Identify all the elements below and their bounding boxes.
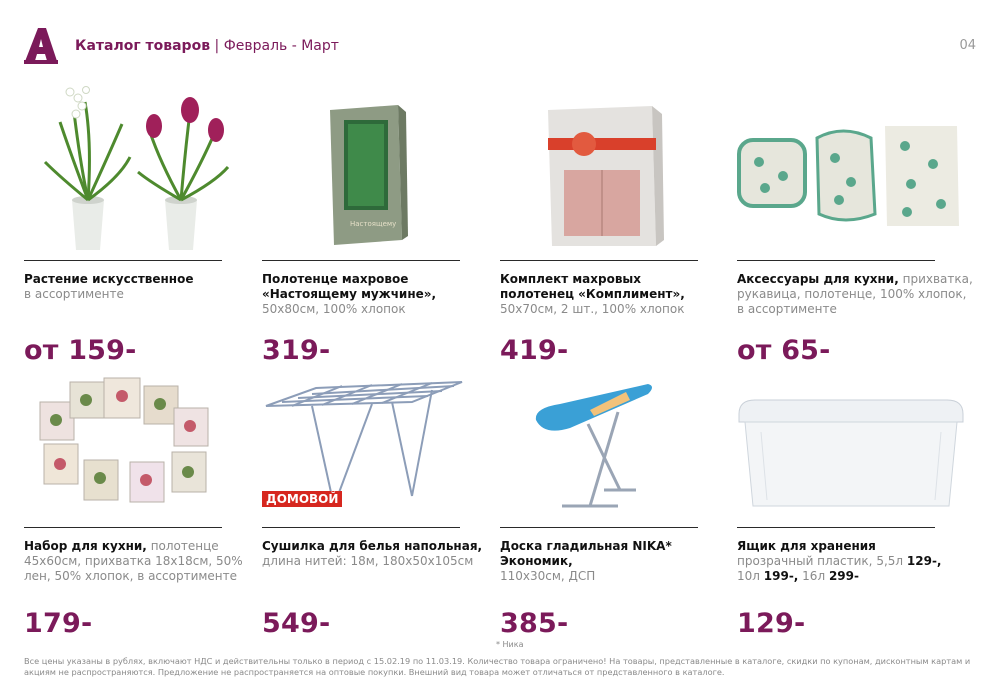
catalog-title: Каталог товаров [75,38,211,54]
divider [737,260,935,261]
product-description [500,539,730,584]
legal-disclaimer: Все цены указаны в рублях, включают НДС и действительны только в период с 15.02.19 по 11.03.19. Количество товара ограничено! На товары, представленные в каталоге, скидки по купонам, дисконтным картам и акциям не распространяются. Предложение не распространяется на оптовые покупки. Внешний вид товара может отличаться от представленного в каталоге. [24,656,971,677]
product-description [737,539,977,584]
product-name: Ящик для хранения [737,539,876,553]
product-name: Полотенце махровое «Настоящему мужчине», [262,272,437,301]
product-description [500,272,710,317]
product-price: 419- [500,335,569,366]
divider [500,527,698,528]
product-name: Набор для кухни, [24,539,147,553]
volume-price: 199-, [763,569,799,583]
divider [262,260,460,261]
product-description [24,539,254,584]
divider [24,260,222,261]
product-price: от 159- [24,335,137,366]
towel-box-image [310,100,420,250]
product-details: прозрачный пластик, 5,5л [737,554,904,568]
storage-box-image [735,392,967,510]
product-price: 385- [500,608,569,639]
product-price: 129- [737,608,806,639]
brand-footnote: * Ника [496,640,524,649]
product-price: от 65- [737,335,831,366]
brand-logo: ДОМОВОЙ [262,491,342,507]
product-details: в ассортименте [24,287,124,301]
product-details: прихватка, рукавица, полотенце, 100% хлопок, в ассортименте [737,272,973,316]
product-name: Аксессуары для кухни, [737,272,899,286]
divider [500,260,698,261]
product-description [262,272,487,317]
store-logo-icon [24,28,58,64]
product-details: 110х30см, ДСП [500,569,596,583]
towel-gift-box-image [540,100,670,250]
product-price: 179- [24,608,93,639]
divider [24,527,222,528]
product-price: 549- [262,608,331,639]
flowers-image [30,82,240,252]
kitchen-set-image [34,374,214,504]
product-description [737,272,977,317]
product-name: Сушилка для белья напольная, [262,539,483,553]
header-separator: | [214,38,220,54]
catalog-period: Февраль - Март [223,38,339,54]
box-label-text: Настоящему [350,220,397,228]
product-description [262,539,492,569]
product-name: Комплект махровых полотенец «Комплимент», [500,272,685,301]
volume-label: 16л [798,569,829,583]
divider [262,527,460,528]
product-details: полотенце 45х60см, прихватка 18х18см, 50% лен, 50% хлопок, в ассортименте [24,539,243,583]
page-number: 04 [959,38,976,53]
volume-label: 10л [737,569,764,583]
product-name: Доска гладильная NIKA* Экономик, [500,539,672,568]
volume-price: 299- [828,569,859,583]
product-details: длина нитей: 18м, 180х50х105см [262,554,474,568]
product-details: 50х70см, 2 шт., 100% хлопок [500,302,685,316]
product-name: Растение искусственное [24,272,194,286]
kitchen-textile-image [735,118,965,228]
product-price: 319- [262,335,331,366]
volume-price: 129-, [906,554,942,568]
catalog-header [75,37,339,55]
product-description [24,272,254,302]
product-details: 50х80см, 100% хлопок [262,302,406,316]
ironing-board-image [530,380,660,520]
divider [737,527,935,528]
